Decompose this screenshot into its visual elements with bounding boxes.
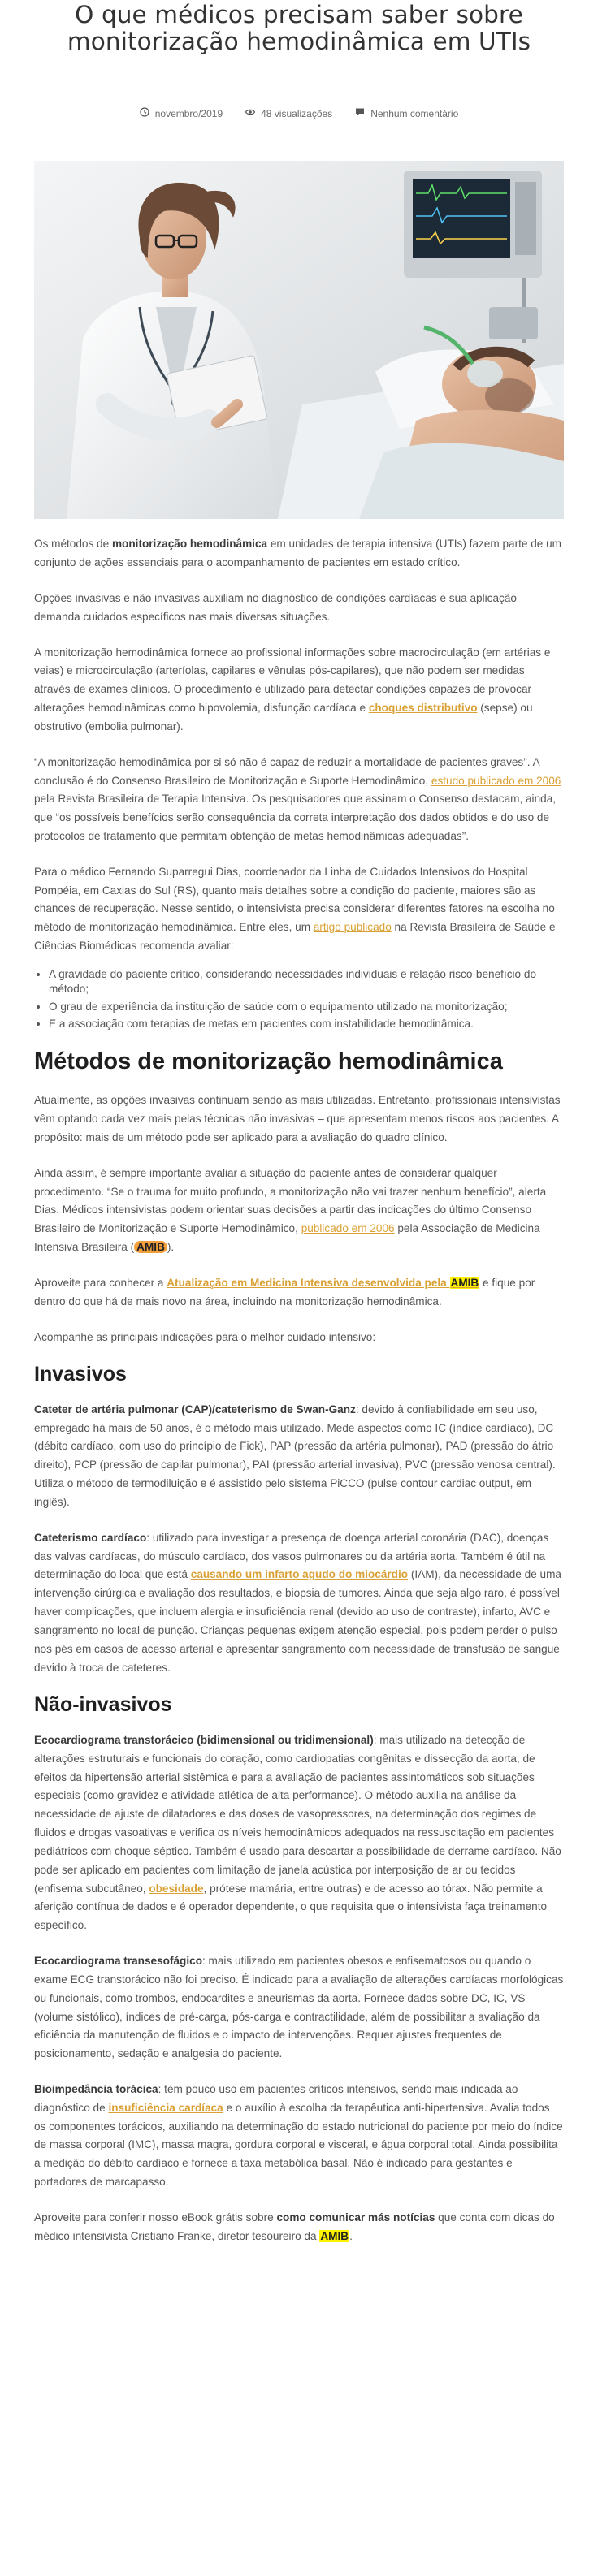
paragraph: Cateterismo cardíaco: utilizado para investigar a presença de doença arterial coronária (DAC), doenças das valvas cardíacas, do músculo cardíaco, dos vasos pulmonares ou da artéria aorta. Também é útil na determinação do local que está causando um infarto agudo do miocárdio (IAM), da necessidade de uma intervenção cirúrgica e avaliação dos resultados, e biopsia de tumores. Ainda que seja algo raro, é possível haver complicações, que incluem alergia e insuficiência renal (devido ao uso de contraste), infarto, AVC e sangramento no local de punção. Crianças pequenas exigem atenção especial, pois podem perder o pulso nos pés em casos de acesso arterial e apresentar sangramento com necessidade de transfusão de sangue devido à troca de cateteres. [34, 1531, 561, 1674]
paragraph: Aproveite para conferir nosso eBook grátis sobre como comunicar más notícias que conta com dicas do médico intensivista Cristiano Franke, diretor tesoureiro da AMIB. [34, 2211, 555, 2242]
paragraph: Opções invasivas e não invasivas auxiliam no diagnóstico de condições cardíacas e sua aplicação demanda cuidados específicos nas mais diversas situações. [34, 591, 517, 623]
subheading-invasivos: Invasivos [34, 1363, 127, 1386]
link-artigo[interactable]: artigo publicado [313, 921, 392, 934]
link-publicado-2006[interactable]: publicado em 2006 [301, 1222, 395, 1235]
link-atualizacao-amib[interactable]: Atualização em Medicina Intensiva desenvolvida pela AMIB [167, 1276, 479, 1289]
paragraph: Bioimpedância torácica: tem pouco uso em pacientes críticos intensivos, sendo mais indicada ao diagnóstico de insuficiência cardíaca e o auxílio à escolha da terapêutica anti-hipertensiva. Avalia todos os componentes torácicos, auxiliando na determinação do estado nutricional do paciente por meio do índice de massa corporal (IMC), massa magra, gordura corporal e visceral, e água corporal total. Ainda possibilita a medição do débito cardíaco e fornece a taxa metabólica basal. Não é indicado para gestantes e portadores de marcapasso. [34, 2083, 563, 2189]
link-insuficiencia-cardiaca[interactable]: insuficiência cardíaca [108, 2101, 223, 2114]
amib-highlight: AMIB [134, 1241, 167, 1253]
subheading-nao-invasivos: Não-invasivos [34, 1693, 172, 1717]
link-estudo-2006[interactable]: estudo publicado em 2006 [431, 774, 561, 787]
paragraph: Acompanhe as principais indicações para o melhor cuidado intensivo: [34, 1330, 376, 1343]
meta-comments[interactable]: Nenhum comentário [355, 106, 458, 122]
meta-date: novembro/2019 [140, 106, 223, 122]
link-infarto[interactable]: causando um infarto agudo do miocárdio [190, 1568, 409, 1581]
eye-icon [245, 106, 255, 122]
paragraph-intro: Os métodos de monitorização hemodinâmica em unidades de terapia intensiva (UTIs) fazem parte de um conjunto de ações essenciais para o acompanhamento de pacientes em estado crítico. [34, 538, 561, 569]
link-obesidade[interactable]: obesidade [149, 1882, 204, 1895]
link-choques[interactable]: choques distributivo [368, 702, 478, 715]
page-title: O que médicos precisam saber sobre monitorização hemodinâmica em UTIs [67, 1, 531, 56]
comment-icon [355, 106, 365, 122]
hero-image [34, 161, 564, 519]
paragraph: Cateter de artéria pulmonar (CAP)/cateterismo de Swan-Ganz: devido à confiabilidade em seu uso, empregado há mais de 50 anos, é o método mais utilizado. Mede aspectos como IC (índice cardíaco), DC (débito cardíaco, com uso do princípio de Fick), PAP (pressão da artéria pulmonar), PAD (pressão do átrio direito), PCP (pressão de capilar pulmonar), PAI (pressão arterial invasiva), PVC (pressão venosa central). Utiliza o método de termodiluição e é assistido pelo sistema PiCCO (pulse contour cardiac output, em inglês). [34, 1403, 556, 1508]
amib-highlight: AMIB [320, 2229, 349, 2242]
paragraph: Aproveite para conhecer a Atualização em Medicina Intensiva desenvolvida pela AMIB e fique por dentro do que há de mais novo na área, incluindo na monitorização hemodinâmica. [34, 1276, 535, 1307]
paragraph: Para o médico Fernando Suparregui Dias, coordenador da Linha de Cuidados Intensivos do Hospital Pompéia, em Caxias do Sul (RS), quanto mais detalhes sobre a condição do paciente, maiores são as chances de recuperação. Nesse sentido, o intensivista precisa considerar diferentes fatores na escolha no método de monitorização hemodinâmica. Entre eles, um artigo publicado na Revista Brasileira de Saúde e Ciências Biomédicas recomenda avaliar: [34, 865, 556, 953]
paragraph: Ainda assim, é sempre importante avaliar a situação do paciente antes de considerar qualquer procedimento. “Se o trauma for muito profundo, a monitorização não vai trazer nenhum benefício”, alerta Dias. Médicos intensivistas podem orientar suas decisões a partir das indicações do último Consenso Brasileiro de Monitorização e Suporte Hemodinâmico, publicado em 2006 pela Associação de Medicina Intensiva Brasileira ( AMIB ). [34, 1166, 547, 1254]
list-item: • E a associação com terapias de metas em pacientes com instabilidade hemodinâmica. [49, 1017, 564, 1031]
criteria-list [34, 967, 564, 1031]
list-item: • A gravidade do paciente crítico, considerando necessidades individuais e relação risco-benefício do método; [49, 967, 564, 997]
list-item: • O grau de experiência da instituição de saúde com o equipamento utilizado na monitorização; [49, 1000, 564, 1014]
paragraph: “A monitorização hemodinâmica por si só não é capaz de reduzir a mortalidade de pacientes graves”. A conclusão é do Consenso Brasileiro de Monitorização e Suporte Hemodinâmico, estudo publicado em 2006 pela Revista Brasileira de Terapia Intensiva. Os pesquisadores que assinam o Consenso destacam, ainda, que “os possíveis benefícios serão consequência da correta interpretação dos dados obtidos e do uso de protocolos de tratamento que permitam obtenção de metas hemodinâmicas adequadas”. [34, 755, 561, 842]
meta-views: 48 visualizações [245, 106, 332, 122]
post-meta [34, 106, 564, 122]
amib-highlight: AMIB [450, 1276, 479, 1289]
paragraph: Atualmente, as opções invasivas continuam sendo as mais utilizadas. Entretanto, profissionais intensivistas vêm optando cada vez mais pelas técnicas não invasivas – que apresentam menos riscos aos pacientes. A propósito: mais de um método pode ser aplicado para a avaliação do quadro clínico. [34, 1094, 561, 1143]
paragraph: Ecocardiograma transesofágico: mais utilizado em pacientes obesos e enfisematosos ou quando o exame ECG transtorácico não foi preciso. É indicado para a avaliação de alterações cardíacas morfológicas ou funcionais, como trombos, endocardites e aneurismas da aorta. Fornece dados sobre DC, IC, VS (volume sistólico), índices de pré-carga, pós-carga e contractilidade, além de possibilitar a avaliação da eficiência da manutenção de fluidos e o impacto de intervenções. Requer ajustes frequentes de posicionamento, sedação e analgesia do paciente. [34, 1955, 564, 2060]
paragraph: A monitorização hemodinâmica fornece ao profissional informações sobre macrocirculação (em artérias e veias) e microcirculação (arteríolas, capilares e vênulas pós-capilares), que não podem ser medidas através de exames clínicos. O procedimento é utilizado para detectar condições capazes de provocar alterações hemodinâmicas como hipovolemia, disfunção cardíaca e choques distributivo (sepse) ou obstrutivo (embolia pulmonar). [34, 646, 551, 733]
paragraph: Ecocardiograma transtorácico (bidimensional ou tridimensional): mais utilizado na detecção de alterações estruturais e funcionais do coração, como cardiopatias congênitas e dissecção da aorta, de efeitos da hipertensão arterial sistêmica e para a avaliação de pacientes assintomáticos sob situações especiais (como gravidez e atividade atlética de alta performance). O método auxilia na análise da necessidade de ajuste de dilatadores e das doses de vasopressores, na determinação dos regimes de fluidos e drogas vasoativas e verifica os níveis hemodinâmicos adequados na ressuscitação em pacientes pediátricos com choque séptico. Também é usado para descartar a possibilidade de derrame cardíaco. Não pode ser aplicado em pacientes com limitação de janela acústica por interposição de ar ou tecidos (enfisema subcutâneo, obesidade, prótese mamária, entre outras) e de acesso ao tórax. Não permite a aferição contínua de dados e é operador dependente, o que requisita que o intensivista faça treinamento específico. [34, 1733, 561, 1932]
clock-icon [140, 106, 150, 122]
section-heading-methods: Métodos de monitorização hemodinâmica [34, 1048, 503, 1075]
